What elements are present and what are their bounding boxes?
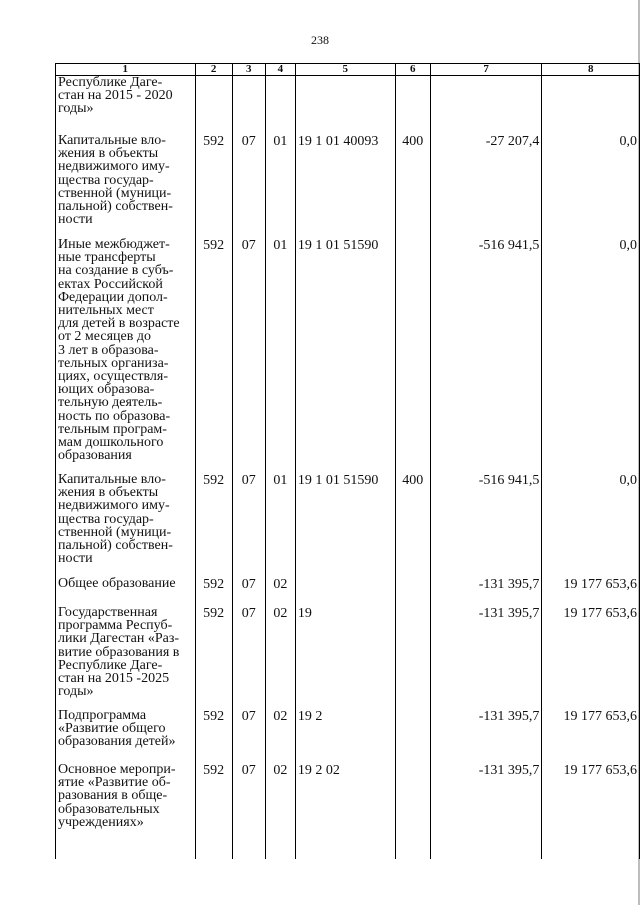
item-name-text: Общее образование: [58, 576, 176, 591]
cell-change-amount: -27 207,4: [430, 134, 542, 238]
cell-section: 07: [232, 134, 265, 238]
cell-change-amount: -516 941,5: [430, 238, 542, 473]
table-header-row: [56, 64, 640, 76]
cell-change-amount: -131 395,7: [430, 709, 542, 763]
cell-total-amount: 19 177 653,6: [542, 606, 640, 709]
cell-change-amount: -516 941,5: [430, 473, 542, 577]
cell-section: 07: [232, 709, 265, 763]
cell-section: 07: [232, 473, 265, 577]
item-name-text: Капитальные вло- жения в объекты недвижимого иму- щества государ- ственной (муници- пальной) собствен- ности: [58, 472, 173, 567]
cell-subsection: 02: [265, 709, 295, 763]
cell-section: 07: [232, 238, 265, 473]
item-name-text: Капитальные вло- жения в объекты недвижимого иму- щества государ- ственной (муници- пальной) собствен- ности: [58, 133, 173, 228]
item-name-text: Государственная программа Респуб- лики Дагестан «Раз- витие образования в Республике Даге- стан на 2015 -2025 годы»: [58, 605, 180, 700]
cell-subsection: 01: [265, 473, 295, 577]
page-number: 238: [311, 33, 329, 47]
table-row: [56, 473, 640, 577]
cell-target-article: 19 1 01 40093: [295, 134, 395, 238]
cell-item-name: [56, 709, 196, 763]
cell-target-article: 19 1 01 51590: [295, 473, 395, 577]
cell-subsection: 01: [265, 134, 295, 238]
cell-total-amount: [542, 76, 640, 135]
cell-admin-code: 592: [195, 134, 232, 238]
cell-change-amount: -131 395,7: [430, 763, 542, 859]
column-header-2: 2: [195, 64, 232, 76]
column-header-6: 6: [395, 64, 430, 76]
cell-expense-type: 400: [395, 473, 430, 577]
cell-item-name: [56, 763, 196, 859]
cell-expense-type: [395, 76, 430, 135]
item-name-text: Основное меропри- ятие «Развитие об- разования в обще- образовательных учреждениях»: [58, 762, 176, 830]
column-header-1: 1: [56, 64, 196, 76]
cell-item-name: [56, 238, 196, 473]
column-header-3: 3: [232, 64, 265, 76]
cell-admin-code: 592: [195, 709, 232, 763]
cell-target-article: 19 1 01 51590: [295, 238, 395, 473]
cell-admin-code: 592: [195, 763, 232, 859]
cell-total-amount: 0,0: [542, 134, 640, 238]
item-name-text: Подпрограмма «Развитие общего образования детей»: [58, 708, 176, 750]
cell-section: 07: [232, 606, 265, 709]
cell-item-name: [56, 76, 196, 135]
cell-target-article: 19 2 02: [295, 763, 395, 859]
cell-total-amount: 0,0: [542, 238, 640, 473]
cell-target-article: 19: [295, 606, 395, 709]
cell-target-article: [295, 577, 395, 606]
cell-admin-code: 592: [195, 473, 232, 577]
cell-expense-type: [395, 709, 430, 763]
cell-change-amount: [430, 76, 542, 135]
cell-subsection: 01: [265, 238, 295, 473]
table-row: [56, 76, 640, 135]
cell-section: [232, 76, 265, 135]
cell-item-name: [56, 134, 196, 238]
cell-admin-code: 592: [195, 606, 232, 709]
cell-expense-type: [395, 763, 430, 859]
column-header-5: 5: [295, 64, 395, 76]
cell-subsection: 02: [265, 577, 295, 606]
cell-admin-code: [195, 76, 232, 135]
table-row: [56, 606, 640, 709]
cell-subsection: [265, 76, 295, 135]
cell-target-article: [295, 76, 395, 135]
cell-total-amount: 19 177 653,6: [542, 763, 640, 859]
cell-total-amount: 19 177 653,6: [542, 577, 640, 606]
cell-subsection: 02: [265, 763, 295, 859]
item-name-text: Иные межбюджет- ные трансферты на создание в субъ- ектах Российской Федерации допол- нительных мест для детей в возрасте от 2 месяцев до 3 лет в образова- тельных организа- циях, осуществля- ющих образова- тельную деятель- ность по образова- тельным програм- мам дошкольного образования: [58, 237, 180, 464]
cell-admin-code: 592: [195, 238, 232, 473]
table-row: [56, 577, 640, 606]
table-row: [56, 709, 640, 763]
cell-expense-type: 400: [395, 134, 430, 238]
cell-change-amount: -131 395,7: [430, 577, 542, 606]
cell-admin-code: 592: [195, 577, 232, 606]
cell-total-amount: 19 177 653,6: [542, 709, 640, 763]
cell-expense-type: [395, 606, 430, 709]
cell-item-name: [56, 577, 196, 606]
table-body: [56, 76, 640, 860]
cell-item-name: [56, 606, 196, 709]
column-header-4: 4: [265, 64, 295, 76]
cell-expense-type: [395, 238, 430, 473]
cell-expense-type: [395, 577, 430, 606]
table-row: [56, 238, 640, 473]
table-row: [56, 134, 640, 238]
cell-item-name: [56, 473, 196, 577]
table-row: [56, 763, 640, 859]
budget-table: [55, 63, 640, 859]
column-header-8: 8: [542, 64, 640, 76]
cell-section: 07: [232, 577, 265, 606]
cell-target-article: 19 2: [295, 709, 395, 763]
column-header-7: 7: [430, 64, 542, 76]
cell-section: 07: [232, 763, 265, 859]
cell-subsection: 02: [265, 606, 295, 709]
item-name-text: Республике Даге- стан на 2015 - 2020 годы»: [58, 75, 173, 117]
cell-total-amount: 0,0: [542, 473, 640, 577]
cell-change-amount: -131 395,7: [430, 606, 542, 709]
